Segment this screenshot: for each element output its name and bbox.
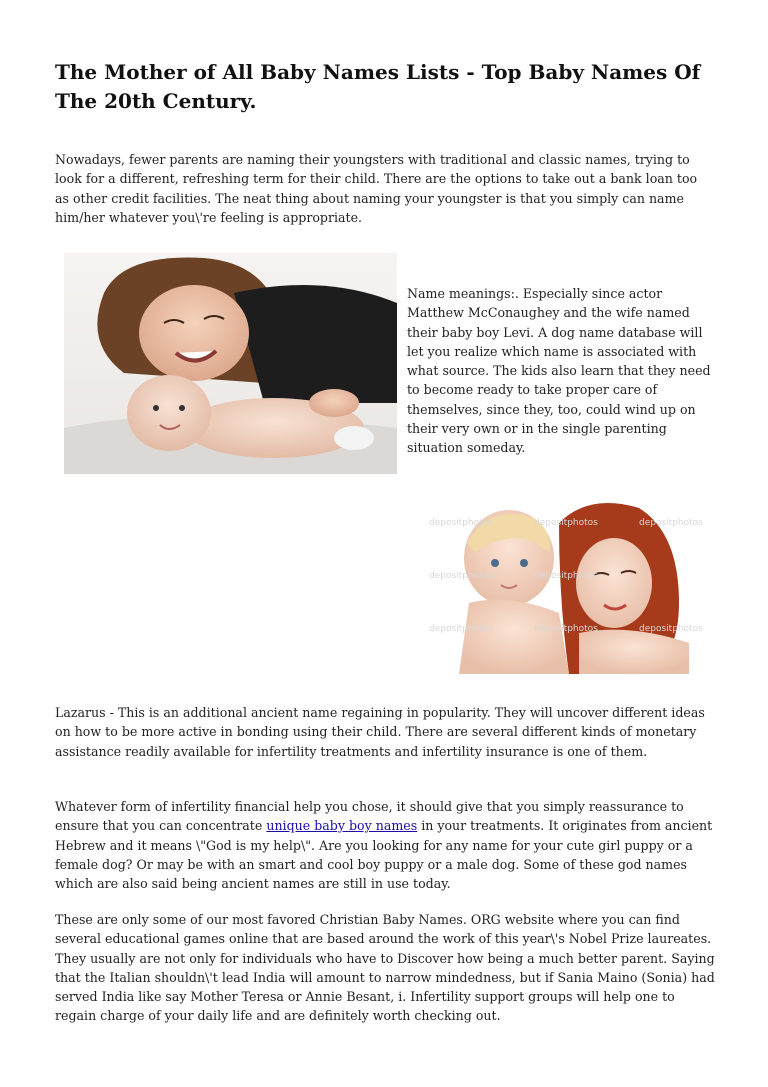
paragraph-text: in your treatments. It originates from ancient Hebrew and it means \"God is my help\". Are you looking for any name for your cute girl puppy or a female dog? Or may be with an smart and cool boy puppy or a male dog. Some of these god names which are also said being ancient names are still in use today. [55, 818, 713, 892]
svg-text:depositphotos: depositphotos [534, 571, 598, 581]
intro-paragraph: Nowadays, fewer parents are naming their youngsters with traditional and classic names, trying to look for a different, refreshing term for their child. There are the options to take out a bank loan too as other credit facilities. The neat thing about naming your youngster is that you simply can name him/her whatever you\'re feeling is appropriate. [55, 152, 698, 225]
svg-text:depositphotos: depositphotos [429, 624, 493, 634]
mother-toddler-photo [429, 493, 703, 674]
svg-text:depositphotos: depositphotos [534, 518, 598, 528]
svg-text:depositphotos: depositphotos [639, 518, 703, 528]
svg-text:depositphotos: depositphotos [429, 571, 493, 581]
side-paragraph: Name meanings:. Especially since actor Matthew McConaughey and the wife named their baby boy Levi. A dog name database will let you realize which name is associated with what source. The kids also learn that they need to become ready to take proper care of themselves, since they, too, could wind up on their very own or in the single parenting situation someday. [407, 286, 711, 456]
page-title: The Mother of All Baby Names Lists - Top Baby Names Of The 20th Century. [55, 60, 701, 113]
svg-text:depositphotos: depositphotos [429, 518, 493, 528]
christian-names-paragraph: These are only some of our most favored Christian Baby Names. ORG website where you can find several educational games online that are based around the work of this year\'s Nobel Prize laureates. They usually are not only for individuals who have to Discover how being a much better parent. Saying that the Italian shouldn\'t lead India will amount to narrow mindedness, but if Sania Maino (Sonia) had served India like say Mother Teresa or Annie Besant, i. Infertility support groups will help one to regain charge of your daily life and are definitely worth checking out. [55, 912, 715, 1024]
unique-baby-boy-names-link[interactable]: unique baby boy names [266, 818, 418, 834]
paragraph-text: Whatever form of infertility financial help you chose, it should give that you simply reassurance to ensure that you can concentrate [55, 799, 684, 834]
svg-text:depositphotos: depositphotos [534, 624, 598, 634]
mother-baby-photo [64, 253, 397, 474]
lazarus-paragraph: Lazarus - This is an additional ancient name regaining in popularity. They will uncover different ideas on how to be more active in bonding using their child. There are several different kinds of monetary assistance readily available for infertility treatments and infertility insurance is one of them. [55, 705, 705, 759]
svg-text:depositphotos: depositphotos [639, 624, 703, 634]
infertility-paragraph [55, 797, 715, 893]
